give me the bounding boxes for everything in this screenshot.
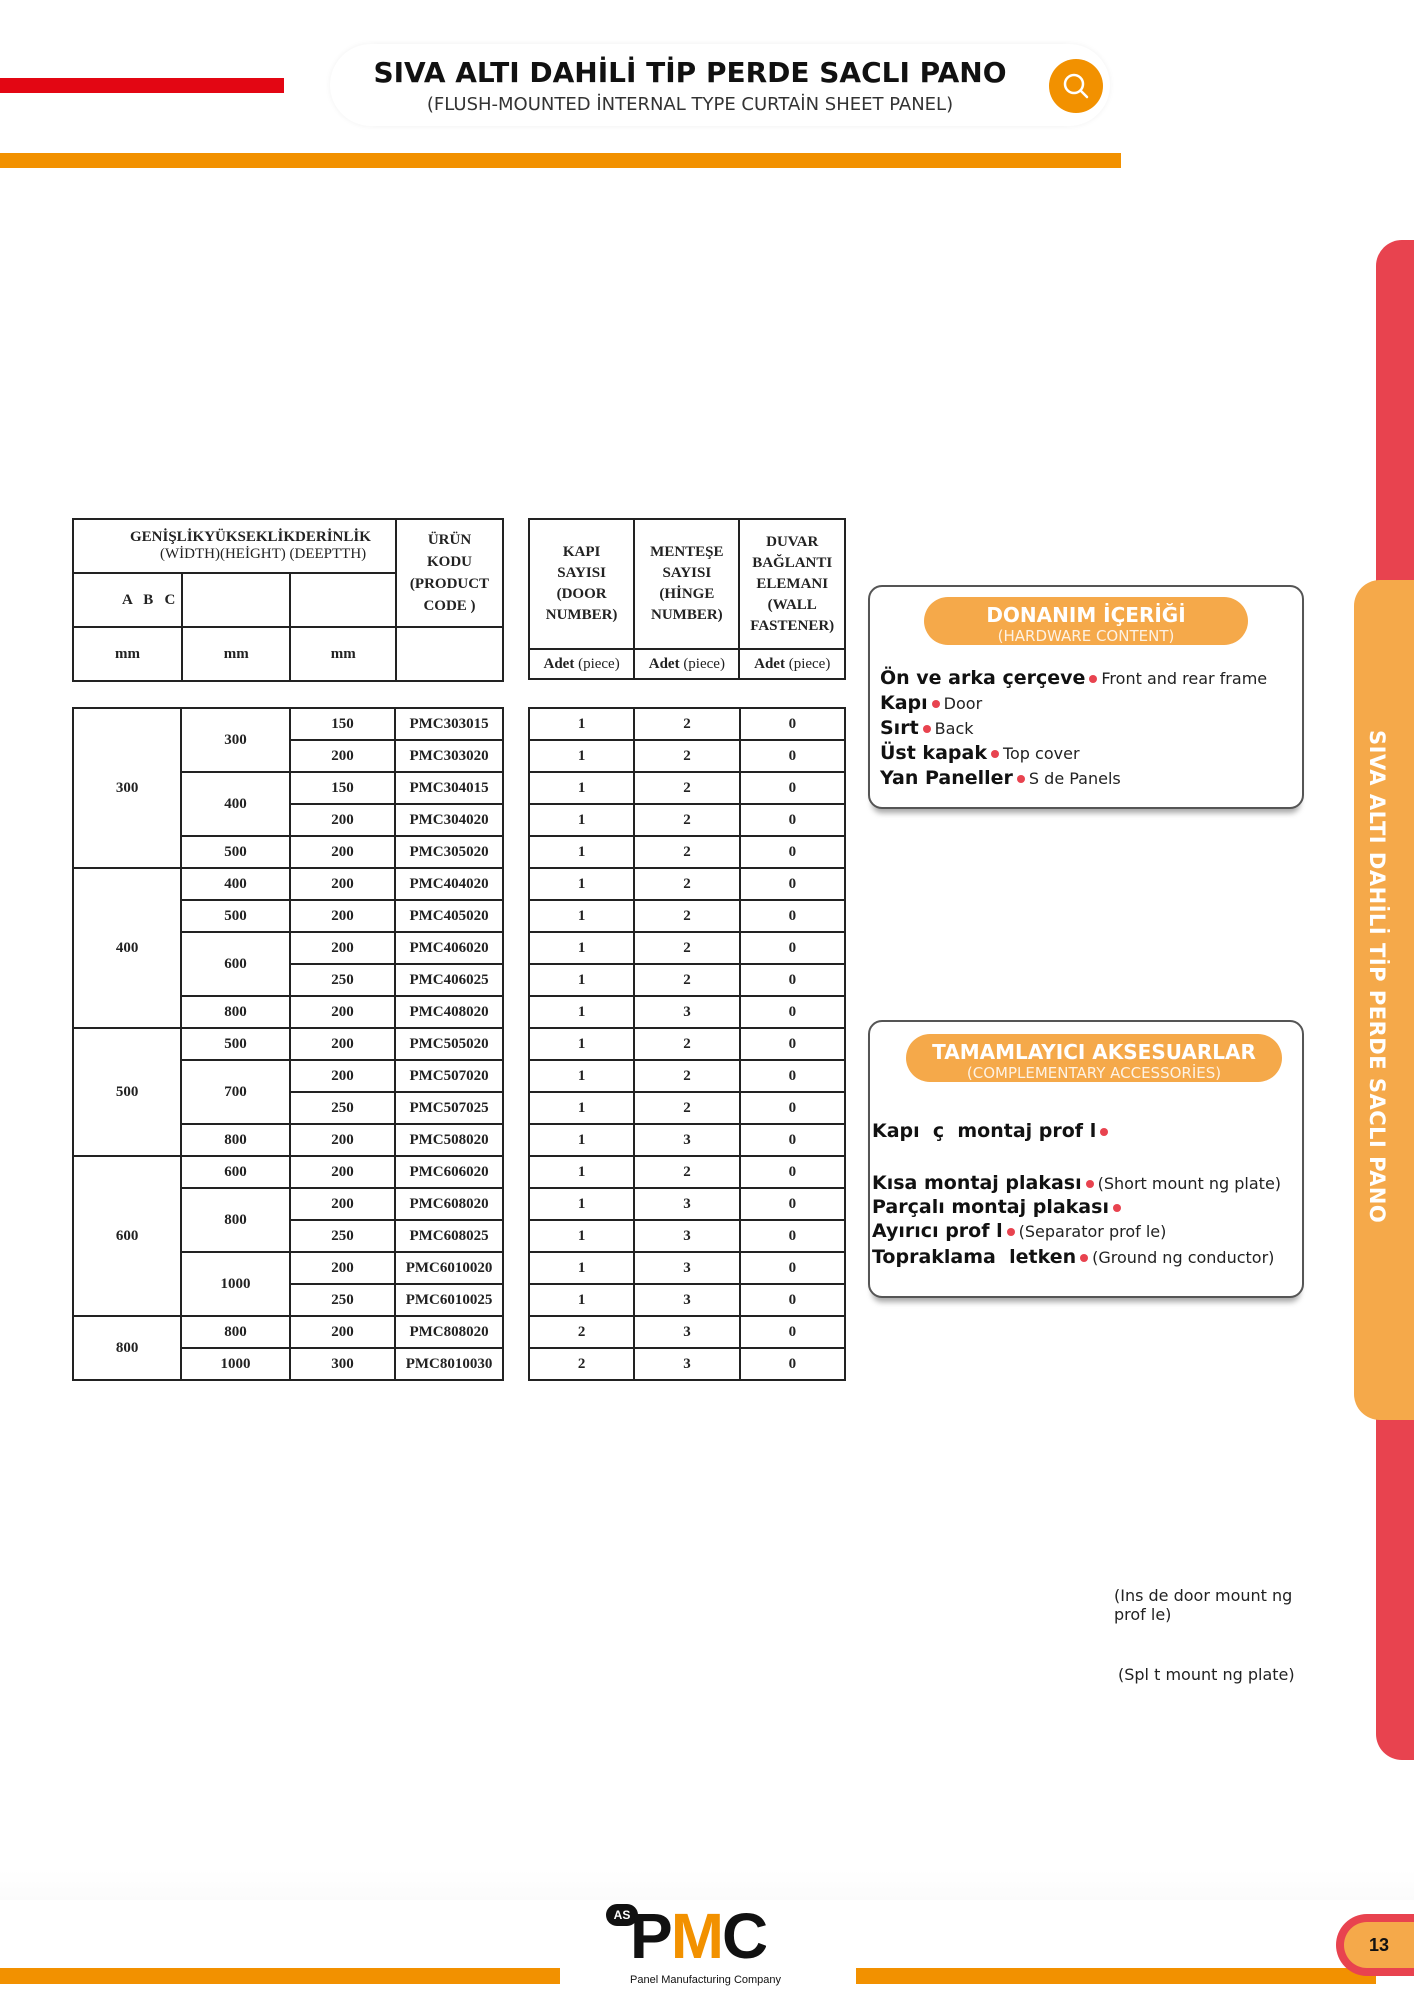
footer-bar-left: [0, 1968, 560, 1984]
door-count-cell: 1: [529, 1124, 634, 1156]
wall-fastener-cell: 0: [740, 1060, 845, 1092]
search-button[interactable]: [1049, 59, 1103, 113]
product-code-cell: PMC606020: [395, 1156, 503, 1188]
depth-cell: 200: [290, 996, 395, 1028]
quantity-row: [529, 1092, 845, 1124]
wall-fastener-cell: 0: [740, 836, 845, 868]
wall-fastener-cell: 0: [740, 804, 845, 836]
hinge-count-cell: 2: [634, 868, 739, 900]
hinge-count-cell: 2: [634, 804, 739, 836]
height-cell: 600: [181, 932, 289, 996]
depth-cell: 200: [290, 1188, 395, 1220]
accessory-item: Kısa montaj plakası (Short mount ng plate): [872, 1172, 1282, 1194]
door-count-cell: 1: [529, 1156, 634, 1188]
height-cell: 400: [181, 868, 289, 900]
quantity-row: [529, 772, 845, 804]
dimension-head-en: (WİDTH)(HEİGHT) (DEEPTTH): [160, 546, 367, 562]
dimension-table: [72, 707, 504, 1381]
depth-cell: 250: [290, 1220, 395, 1252]
hinge-count-cell: 2: [634, 1060, 739, 1092]
product-code-cell: PMC6010025: [395, 1284, 503, 1316]
quantity-table: [528, 707, 846, 1381]
door-count-cell: 1: [529, 900, 634, 932]
product-code-cell: PMC507025: [395, 1092, 503, 1124]
hinge-count-cell: 2: [634, 1156, 739, 1188]
height-cell: 300: [181, 708, 289, 772]
door-count-head: KAPI SAYISI (DOOR NUMBER): [529, 519, 634, 649]
width-cell: 300: [73, 708, 181, 868]
quantity-row: [529, 1060, 845, 1092]
product-code-cell: PMC304015: [395, 772, 503, 804]
quantity-row: [529, 1348, 845, 1380]
door-count-cell: 1: [529, 1252, 634, 1284]
accessories-title: TAMAMLAYICI AKSESUARLAR: [932, 1040, 1256, 1064]
product-code-cell: PMC808020: [395, 1316, 503, 1348]
quantity-row: [529, 1156, 845, 1188]
hardware-subtitle: (HARDWARE CONTENT): [997, 627, 1175, 645]
quantity-row: [529, 836, 845, 868]
hinge-count-cell: 3: [634, 1252, 739, 1284]
door-count-cell: 1: [529, 1092, 634, 1124]
wall-fastener-cell: 0: [740, 868, 845, 900]
dimension-head: GENİŞLİKYÜKSEKLİKDERİNLİK: [130, 529, 371, 545]
wall-fastener-cell: 0: [740, 1124, 845, 1156]
height-cell: 500: [181, 1028, 289, 1060]
product-code-cell: PMC608025: [395, 1220, 503, 1252]
hinge-count-cell: 2: [634, 900, 739, 932]
depth-cell: 200: [290, 1316, 395, 1348]
header-red-bar: [0, 78, 284, 93]
accessory-item: Kapı ç montaj prof l: [872, 1120, 1112, 1142]
quantity-row: [529, 964, 845, 996]
footer-bar-right: [856, 1968, 1376, 1984]
accessory-item: Ayırıcı prof l (Separator prof le): [872, 1220, 1167, 1242]
bullet-icon: [1113, 1204, 1121, 1212]
depth-cell: 200: [290, 1252, 395, 1284]
abc-label: A B C: [73, 573, 182, 627]
depth-cell: 250: [290, 1284, 395, 1316]
hardware-title-pill: [924, 597, 1248, 645]
hardware-content-box: [868, 585, 1304, 809]
page-subtitle: (FLUSH-MOUNTED İNTERNAL TYPE CURTAİN SHEET PANEL): [426, 94, 954, 115]
footer-band: [0, 1870, 1414, 1900]
width-cell: 400: [73, 868, 181, 1028]
product-code-cell: PMC406020: [395, 932, 503, 964]
wall-fastener-cell: 0: [740, 1092, 845, 1124]
depth-cell: 200: [290, 804, 395, 836]
accessories-box: [868, 1020, 1304, 1298]
unit-b: mm: [182, 627, 291, 681]
depth-cell: 200: [290, 1060, 395, 1092]
quantity-row: [529, 1124, 845, 1156]
product-code-cell: PMC405020: [395, 900, 503, 932]
bullet-icon: [1017, 775, 1025, 783]
door-count-cell: 1: [529, 1188, 634, 1220]
width-cell: 800: [73, 1316, 181, 1380]
accessory-item: Parçalı montaj plakası: [872, 1196, 1125, 1218]
product-code-cell: PMC305020: [395, 836, 503, 868]
accessories-title-pill: [906, 1034, 1282, 1082]
width-cell: 500: [73, 1028, 181, 1156]
logo-text: PMC: [630, 1900, 767, 1972]
hardware-title: DONANIM İÇERİĞİ: [986, 603, 1186, 627]
hinge-count-cell: 2: [634, 932, 739, 964]
wall-fastener-cell: 0: [740, 1028, 845, 1060]
hinge-count-head: MENTEŞE SAYISI (HİNGE NUMBER): [634, 519, 739, 649]
depth-cell: 150: [290, 708, 395, 740]
door-count-cell: 1: [529, 1220, 634, 1252]
height-cell: 600: [181, 1156, 289, 1188]
product-code-cell: PMC608020: [395, 1188, 503, 1220]
door-count-cell: 1: [529, 932, 634, 964]
logo-as-badge: AS: [606, 1904, 638, 1926]
door-count-cell: 1: [529, 708, 634, 740]
product-code-cell: PMC505020: [395, 1028, 503, 1060]
height-cell: 1000: [181, 1252, 289, 1316]
hinge-unit: Adet (piece): [634, 649, 739, 679]
wall-fastener-cell: 0: [740, 964, 845, 996]
quantity-header-table: [528, 518, 846, 680]
height-cell: 800: [181, 1124, 289, 1156]
bullet-icon: [1086, 1180, 1094, 1188]
wall-fastener-cell: 0: [740, 708, 845, 740]
door-count-cell: 1: [529, 772, 634, 804]
quantity-row: [529, 1188, 845, 1220]
hinge-count-cell: 3: [634, 1220, 739, 1252]
door-count-cell: 2: [529, 1348, 634, 1380]
overflow-note: (Spl t mount ng plate): [1118, 1665, 1295, 1684]
product-code-cell: PMC406025: [395, 964, 503, 996]
door-count-cell: 1: [529, 1060, 634, 1092]
depth-cell: 150: [290, 772, 395, 804]
hinge-count-cell: 2: [634, 964, 739, 996]
hinge-count-cell: 2: [634, 1092, 739, 1124]
depth-cell: 200: [290, 900, 395, 932]
door-count-cell: 1: [529, 804, 634, 836]
hinge-count-cell: 3: [634, 1188, 739, 1220]
wall-fastener-cell: 0: [740, 996, 845, 1028]
product-code-head: ÜRÜN KODU (PRODUCT CODE ): [396, 519, 503, 627]
depth-cell: 200: [290, 932, 395, 964]
hinge-count-cell: 2: [634, 836, 739, 868]
door-count-cell: 1: [529, 740, 634, 772]
hardware-item: Kapı Door: [880, 692, 983, 714]
product-code-cell: PMC8010030: [395, 1348, 503, 1380]
door-count-cell: 1: [529, 1028, 634, 1060]
door-count-cell: 1: [529, 964, 634, 996]
hardware-item: Yan Paneller S de Panels: [880, 767, 1121, 789]
depth-cell: 200: [290, 836, 395, 868]
quantity-row: [529, 996, 845, 1028]
height-cell: 700: [181, 1060, 289, 1124]
height-cell: 800: [181, 996, 289, 1028]
quantity-row: [529, 1284, 845, 1316]
hardware-item: Ön ve arka çerçeve Front and rear frame: [880, 667, 1268, 689]
hardware-item: Üst kapak Top cover: [880, 742, 1080, 764]
height-cell: 500: [181, 900, 289, 932]
hinge-count-cell: 3: [634, 1284, 739, 1316]
hinge-count-cell: 3: [634, 1124, 739, 1156]
product-code-cell: PMC404020: [395, 868, 503, 900]
wall-fastener-cell: 0: [740, 932, 845, 964]
quantity-row: [529, 708, 845, 740]
height-cell: 1000: [181, 1348, 289, 1380]
product-code-cell: PMC303020: [395, 740, 503, 772]
quantity-row: [529, 868, 845, 900]
dimension-header-table: [72, 518, 504, 682]
width-cell: 600: [73, 1156, 181, 1316]
product-code-cell: PMC408020: [395, 996, 503, 1028]
depth-cell: 200: [290, 1156, 395, 1188]
logo-subtitle: Panel Manufacturing Company: [630, 1974, 782, 1986]
wall-fastener-head: DUVAR BAĞLANTI ELEMANI (WALL FASTENER): [739, 519, 845, 649]
height-cell: 400: [181, 772, 289, 836]
wall-fastener-cell: 0: [740, 1188, 845, 1220]
product-code-cell: PMC6010020: [395, 1252, 503, 1284]
wall-fastener-cell: 0: [740, 1220, 845, 1252]
door-count-cell: 1: [529, 996, 634, 1028]
wall-fastener-cell: 0: [740, 1156, 845, 1188]
product-code-cell: PMC303015: [395, 708, 503, 740]
hinge-count-cell: 3: [634, 1348, 739, 1380]
quantity-row: [529, 932, 845, 964]
unit-c: mm: [290, 627, 396, 681]
side-title: SIVA ALTI DAHİLİ TİP PERDE SACLI PANO: [1365, 730, 1389, 1224]
accessories-subtitle: (COMPLEMENTARY ACCESSORİES): [966, 1064, 1222, 1082]
height-cell: 500: [181, 836, 289, 868]
bullet-icon: [1089, 675, 1097, 683]
door-count-cell: 2: [529, 1316, 634, 1348]
hinge-count-cell: 2: [634, 708, 739, 740]
depth-cell: 200: [290, 1124, 395, 1156]
product-code-cell: PMC304020: [395, 804, 503, 836]
depth-cell: 300: [290, 1348, 395, 1380]
bullet-icon: [932, 700, 940, 708]
bullet-icon: [1080, 1254, 1088, 1262]
product-code-cell: PMC507020: [395, 1060, 503, 1092]
wall-fastener-cell: 0: [740, 740, 845, 772]
search-icon: [1049, 59, 1103, 113]
quantity-row: [529, 1252, 845, 1284]
depth-cell: 200: [290, 1028, 395, 1060]
wall-fastener-cell: 0: [740, 1316, 845, 1348]
quantity-row: [529, 900, 845, 932]
hinge-count-cell: 2: [634, 740, 739, 772]
depth-cell: 250: [290, 1092, 395, 1124]
bullet-icon: [1007, 1228, 1015, 1236]
door-count-cell: 1: [529, 868, 634, 900]
company-logo: [600, 1900, 820, 1992]
wall-fastener-cell: 0: [740, 900, 845, 932]
quantity-row: [529, 1316, 845, 1348]
hinge-count-cell: 3: [634, 996, 739, 1028]
accessory-item: Topraklama letken (Ground ng conductor): [872, 1246, 1275, 1268]
bullet-icon: [1100, 1128, 1108, 1136]
wall-fastener-cell: 0: [740, 1252, 845, 1284]
depth-cell: 200: [290, 740, 395, 772]
door-count-cell: 1: [529, 1284, 634, 1316]
hinge-count-cell: 2: [634, 772, 739, 804]
height-cell: 800: [181, 1188, 289, 1252]
hinge-count-cell: 2: [634, 1028, 739, 1060]
page-title: SIVA ALTI DAHİLİ TİP PERDE SACLI PANO: [373, 56, 1007, 89]
quantity-row: [529, 1220, 845, 1252]
page-number: 13: [1344, 1922, 1414, 1968]
quantity-row: [529, 740, 845, 772]
height-cell: 800: [181, 1316, 289, 1348]
header-orange-bar: [0, 153, 1121, 168]
quantity-row: [529, 1028, 845, 1060]
bullet-icon: [923, 725, 931, 733]
bullet-icon: [991, 750, 999, 758]
depth-cell: 250: [290, 964, 395, 996]
door-count-cell: 1: [529, 836, 634, 868]
unit-a: mm: [73, 627, 182, 681]
quantity-row: [529, 804, 845, 836]
wall-fastener-cell: 0: [740, 1348, 845, 1380]
hardware-item: Sırt Back: [880, 717, 974, 739]
wall-unit: Adet (piece): [739, 649, 845, 679]
wall-fastener-cell: 0: [740, 1284, 845, 1316]
product-code-cell: PMC508020: [395, 1124, 503, 1156]
door-unit: Adet (piece): [529, 649, 634, 679]
hinge-count-cell: 3: [634, 1316, 739, 1348]
wall-fastener-cell: 0: [740, 772, 845, 804]
depth-cell: 200: [290, 868, 395, 900]
overflow-note: (Ins de door mount ng prof le): [1114, 1586, 1293, 1624]
